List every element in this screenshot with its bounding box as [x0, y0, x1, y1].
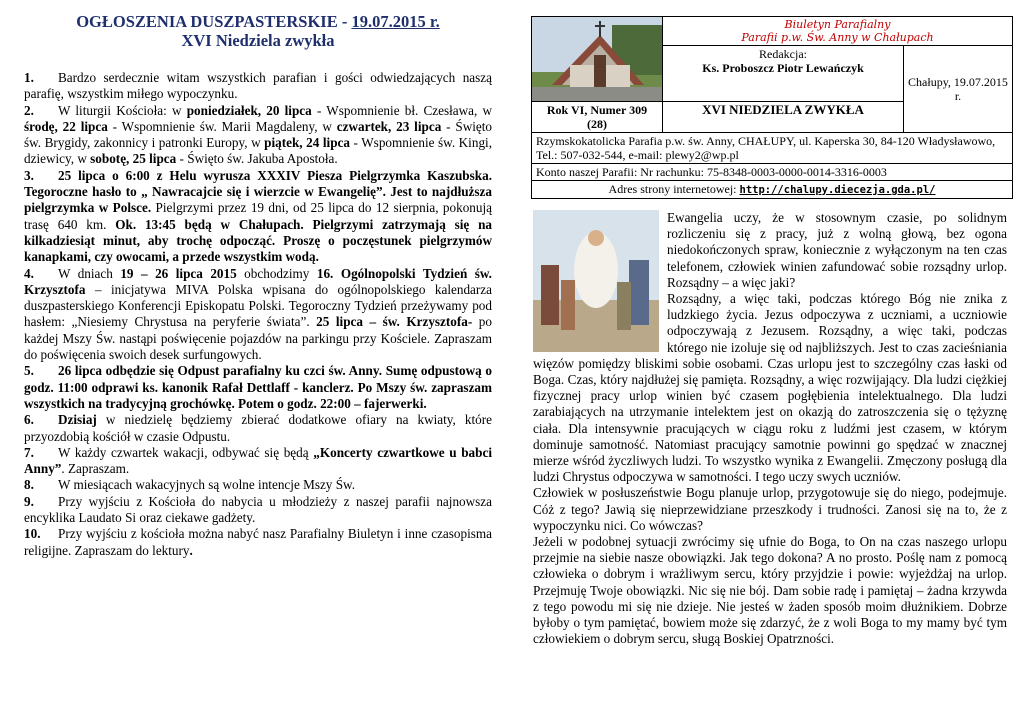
place-date-cell: [904, 46, 1013, 133]
announcement-item: [24, 70, 492, 103]
account-cell: Konto naszej Parafii: Nr rachunku: 75-8348-0003-0000-0014-3316-0003: [532, 164, 1013, 181]
announcement-text: W każdy czwartek wakacji, odbywać się będą „Koncerty czwartkowe u babci Anny”. Zapraszam.: [24, 444, 492, 477]
announcement-text: Dzisiaj w niedzielę będziemy zbierać dodatkowe ofiary na kwiaty, które przyozdobią kościół w czasie Odpustu.: [24, 412, 492, 444]
announcement-item: [24, 477, 492, 493]
sunday-cell: XVI NIEDZIELA ZWYKŁA: [663, 102, 904, 133]
announcement-text: 26 lipca odbędzie się Odpust parafialny ku czci św. Anny. Sumę odpustową o godz. 11:00 odprawi ks. kanonik Rafał Dettlaff - kanclerz. Po Mszy św. zapraszam wszystkich na tradycyjną grochówkę. Potem o godz. 22:00 – fajerwerki.: [24, 363, 492, 411]
announcement-item: [24, 412, 492, 445]
bulletin-name: Biuletyn Parafialny: [784, 18, 891, 31]
website-label: Adres strony internetowej:: [608, 182, 740, 196]
bulletin-parish: Parafii p.w. Św. Anny w Chałupach: [741, 31, 934, 44]
church-photo: [532, 17, 662, 101]
announcement-item: [24, 526, 492, 559]
page-subtitle: XVI Niedziela zwykła: [181, 31, 335, 50]
announcement-text: Przy wyjściu z kościoła można nabyć nasz Parafialny Biuletyn i inne czasopisma religijne. Zapraszam do lektury.: [24, 526, 492, 558]
announcement-number: 6.: [24, 412, 34, 428]
title-text: OGŁOSZENIA DUSZPASTERSKIE -: [76, 12, 352, 31]
page-title: [24, 12, 492, 31]
announcement-text: W dniach 19 – 26 lipca 2015 obchodzimy 16. Ogólnopolski Tydzień św. Krzysztofa – inicjatywa MIVA Polska wpisana do ogólnopolskiego kalendarza duszpasterskiego Konferencji Episkopatu Polski. Tegoroczny Tydzień przeżywamy pod hasłem: „Niesiemy Chrystusa na peryferie świata”. 25 lipca – św. Krzysztofa- po każdej Mszy Św. nastąpi poświęcenie pojazdów na parkingu przy Kościele. Zapraszam do poświęcenia swoich desek surfungowych.: [24, 265, 492, 363]
announcement-number: 10.: [24, 526, 41, 542]
announcement-number: 7.: [24, 444, 34, 460]
website-link[interactable]: http://chalupy.diecezja.gda.pl/: [739, 184, 936, 196]
title-date: 19.07.2015 r.: [351, 12, 440, 31]
announcement-text: W liturgii Kościoła: w poniedziałek, 20 lipca - Wspomnienie bł. Czesława, w środę, 22 lipca - Wspomnienie św. Marii Magdaleny, w czwartek, 23 lipca - Święto św. Brygidy, zakonnicy i patronki Europy, w piątek, 24 lipca - Wspomnienie św. Kingi, dziewicy, w sobotę, 25 lipca - Święto św. Jakuba Apostoła.: [24, 102, 493, 167]
address-cell: Rzymskokatolicka Parafia p.w. św. Anny, CHAŁUPY, ul. Kaperska 30, 84-120 Władysławowo, Tel.: 507-032-544, e-mail: plewy2@wp.pl: [532, 133, 1013, 164]
announcement-number: 9.: [24, 493, 34, 509]
announcement-number: 1.: [24, 70, 34, 85]
gospel-paragraph-1: Ewangelia uczy, że w stosownym czasie, po solidnym rozliczeniu się z pracy, już z wolną głową, bez ogona niedokończonych spraw, koniecznie z wyłączonym na ten czas telefonem, człowiek winien zafundować sobie rozsądny urlop. Rozsądny – a więc jaki?: [667, 210, 1007, 290]
announcements-column: [24, 12, 492, 559]
bulletin-header: [531, 16, 1011, 199]
editor-name: Ks. Proboszcz Piotr Lewańczyk: [702, 61, 864, 75]
issue-cell: Rok VI, Numer 309 (28): [532, 102, 663, 133]
announcement-number: 8.: [24, 477, 34, 493]
bulletin-name-cell: [663, 17, 1013, 46]
gospel-paragraph-4: Jeżeli w podobnej sytuacji zwrócimy się ufnie do Boga, to On na czas naszego urlopu przejmie na siebie nasze obowiązki. Jak tego dokona? A no prosto. Poślę nam z pomocą człowieka o dobrym i wrażliwym sercu, który przyjdzie i powie: wyjeżdżaj na urlop. Przejmuję Twoje obowiązki. Nic się nie bój. Dam sobie radę i pamiętaj – żadna krzywda z tego powodu mi się nie dzieje. Nie jesteś w żaden sposób moim dłużnikiem. Dobrze byłoby o tym pamiętać, bowiem może się zdarzyć, że z woli Boga to my mamy być tym człowiekiem o dobrym sercu, sługą Boskiej Opatrzności.: [533, 534, 1007, 647]
bulletin-table: [531, 16, 1013, 199]
redakcja-label: Redakcja:: [759, 47, 807, 61]
announcement-text: 25 lipca o 6:00 z Helu wyrusza XXXIV Piesza Pielgrzymka Kaszubska. Tegoroczne hasło to „ Nawracajcie się i wierzcie w Ewangelię”. Jest to najdłuższa pielgrzymka w Polsce. Pielgrzymi przez 19 dni, od 25 lipca do 12 sierpnia, pokonują trasę 640 km. Ok. 13:45 będą w Chałupach. Pielgrzymi zatrzymają się na kilkadziesiąt minut, aby trochę odpocząć. Proszę o poczęstunek pielgrzymów kanapkami, czy owocami, a przede wszystkim wodą.: [24, 167, 493, 265]
jesus-disciples-painting: [533, 210, 659, 352]
announcement-item: [24, 494, 492, 527]
place-date: Chałupy, 19.07.2015 r.: [908, 75, 1008, 103]
announcement-number: 2.: [24, 102, 34, 118]
gospel-reflection: [533, 210, 1007, 647]
website-cell: [532, 181, 1013, 199]
announcement-text: Bardzo serdecznie witam wszystkich parafian i gości odwiedzających naszą parafię, wszystkim miłego wypoczynku.: [24, 70, 492, 102]
announcement-item: [24, 103, 492, 168]
announcement-item: [24, 363, 492, 412]
church-photo-cell: [532, 17, 663, 102]
announcement-number: 5.: [24, 363, 34, 379]
editor-cell: [663, 46, 904, 102]
announcement-item: [24, 445, 492, 478]
announcement-item: [24, 168, 492, 266]
announcement-text: Przy wyjściu z Kościoła do nabycia u młodzieży z naszej parafii najnowsza encyklika Laudato Si oraz ciekawe gadżety.: [24, 493, 492, 526]
gospel-paragraph-3: Człowiek w posłuszeństwie Bogu planuje urlop, przygotowuje się do niego, podejmuje. Cóż z tego? Jawią się nieprzewidziane przeszkody i trudności. Zanosi się na to, że z wypoczynku nici. Co wówczas?: [533, 485, 1007, 533]
announcement-text: W miesiącach wakacyjnych są wolne intencje Mszy Św.: [58, 477, 355, 493]
announcement-number: 3.: [24, 167, 34, 183]
gospel-paragraph-2: Rozsądny, a więc taki, podczas którego Bóg nie znika z ludzkiego życia. Jezus odpoczywa z uczniami, a uczniowie odpoczywają z Jezusem. Rozsądny, a więc taki, podczas którego nie izoluje się od najbliższych. Jest to czas zacieśniania więzów pomiędzy bliskimi sobie osobami. Czas urlopu jest to szczególny czas łaski od Boga. Czas, który najdłużej się pamięta. Rozsądny, a więc rozwijający. Dla ludzi ciężkiej fizycznej pracy urlop winien być czasem pogłębienia intelektualnego. Dla ludzi zarabiających na utrzymanie intelektem jest on okazją do zatroszczenia się o tężyznę ciała. Dla intensywnie pracujących w ciągu roku z ludźmi jest czasem, w którym dominuje samotność. Natomiast pracujący samotnie powinni go spędzać w znacznej mierze wśród życzliwych ludzi. To wszystko wynika z Ewangelii. Zmęczony posługą dla ludzi Chrystus odpoczywa w samotności. I tego uczy swych uczniów.: [533, 291, 1007, 485]
announcement-number: 4.: [24, 265, 34, 281]
announcement-item: [24, 266, 492, 364]
announcement-list: [24, 70, 492, 559]
